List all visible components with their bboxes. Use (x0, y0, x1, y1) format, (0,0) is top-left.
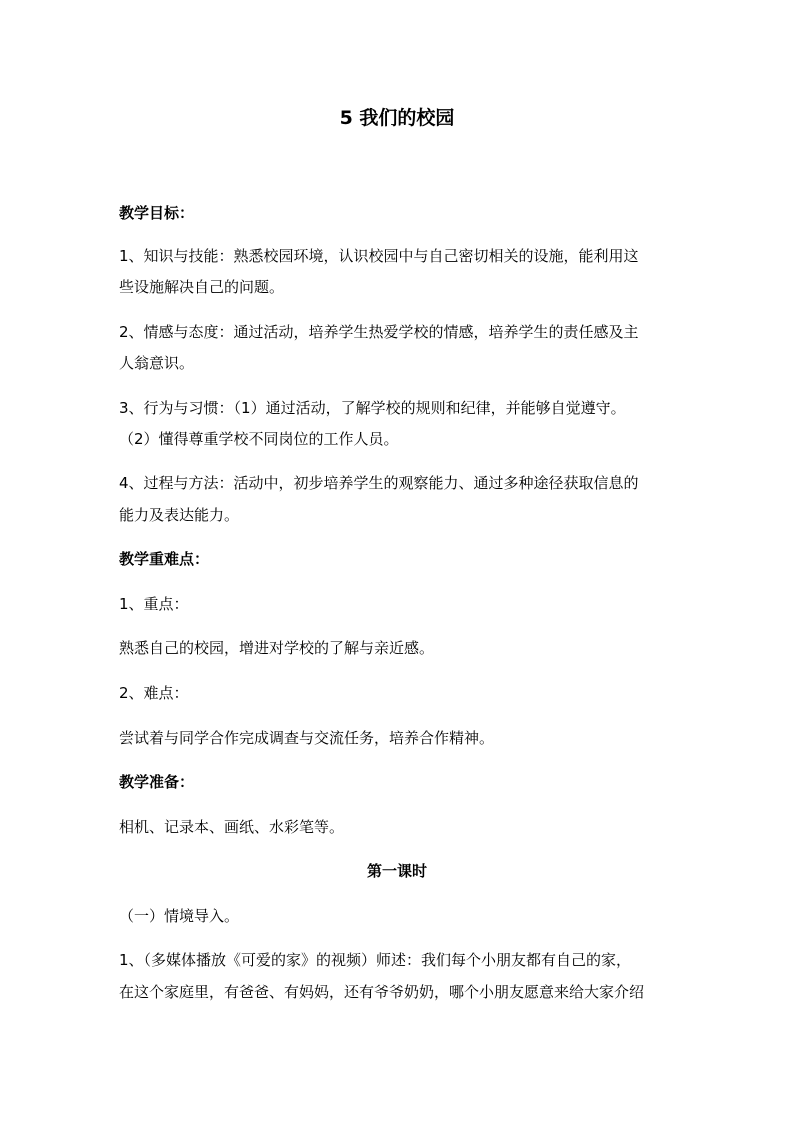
objective-1-line-2: 些设施解决自己的问题。 (119, 278, 285, 296)
intro-line-2: 在这个家庭里，有爸爸、有妈妈，还有爷爷奶奶，哪个小朋友愿意来给大家介绍 (119, 983, 645, 1001)
objective-3-line-2: （2）懂得尊重学校不同岗位的工作人员。 (119, 430, 399, 448)
objective-2-line-2: 人翁意识。 (119, 354, 195, 372)
objective-1-line-1: 1、知识与技能：熟悉校园环境，认识校园中与自己密切相关的设施，能利用这 (119, 247, 639, 265)
objective-3-line-1: 3、行为与习惯：（1）通过活动，了解学校的规则和纪律，并能够自觉遵守。 (119, 399, 626, 417)
section-heading-objectives: 教学目标： (119, 204, 195, 222)
key-point-text: 熟悉自己的校园，增进对学校的了解与亲近感。 (119, 639, 435, 657)
key-point-label: 1、重点： (119, 595, 189, 613)
objective-4-line-1: 4、过程与方法：活动中，初步培养学生的观察能力、通过多种途径获取信息的 (119, 474, 639, 492)
part-one-heading: （一）情境导入。 (119, 907, 240, 925)
objective-4-line-2: 能力及表达能力。 (119, 506, 240, 524)
lesson-heading: 第一课时 (366, 862, 427, 880)
document-title: 5 我们的校园 (339, 107, 455, 129)
objective-2-line-1: 2、情感与态度：通过活动，培养学生热爱学校的情感，培养学生的责任感及主 (119, 323, 639, 341)
intro-line-1: 1、（多媒体播放《可爱的家》的视频）师述：我们每个小朋友都有自己的家， (119, 951, 632, 969)
difficult-point-label: 2、难点： (119, 684, 189, 702)
section-heading-preparation: 教学准备： (119, 773, 195, 791)
section-heading-key-points: 教学重难点： (119, 550, 210, 568)
preparation-text: 相机、记录本、画纸、水彩笔等。 (119, 818, 345, 836)
difficult-point-text: 尝试着与同学合作完成调查与交流任务，培养合作精神。 (119, 729, 495, 747)
